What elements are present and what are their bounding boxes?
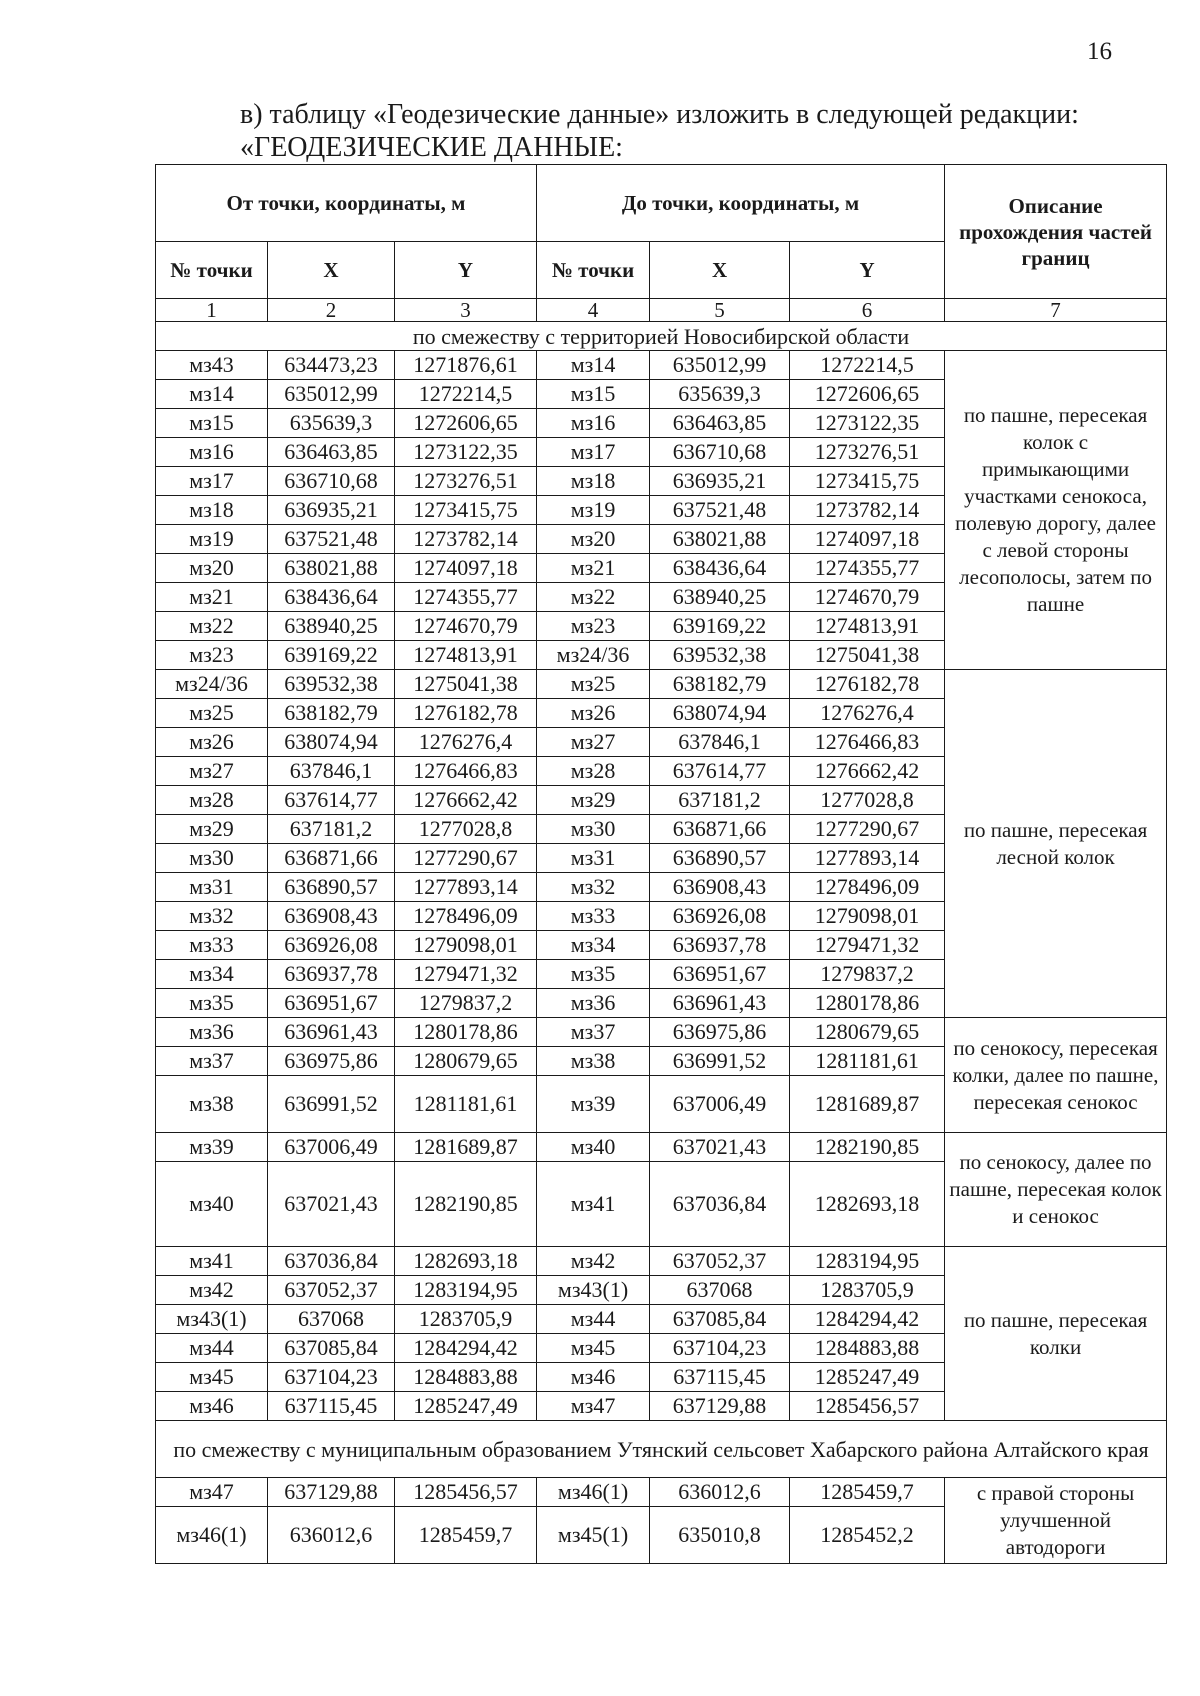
to-x: 635012,99 <box>650 351 790 380</box>
to-x: 636951,67 <box>650 960 790 989</box>
to-point-number: мз38 <box>537 1047 650 1076</box>
to-y: 1279837,2 <box>790 960 945 989</box>
from-x: 634473,23 <box>268 351 395 380</box>
to-y: 1280178,86 <box>790 989 945 1018</box>
to-y: 1282190,85 <box>790 1133 945 1162</box>
to-x: 637129,88 <box>650 1392 790 1421</box>
to-x: 638021,88 <box>650 525 790 554</box>
geodetic-data-table <box>155 164 1167 1564</box>
to-y: 1274813,91 <box>790 612 945 641</box>
to-point-number: мз16 <box>537 409 650 438</box>
to-y: 1277290,67 <box>790 815 945 844</box>
to-y: 1274355,77 <box>790 554 945 583</box>
to-point-number: мз45 <box>537 1334 650 1363</box>
boundary-description: по сенокосу, пересекая колки, далее по пашне, пересекая сенокос <box>945 1018 1167 1133</box>
column-number: 3 <box>395 299 537 322</box>
from-x: 636710,68 <box>268 467 395 496</box>
to-x: 636975,86 <box>650 1018 790 1047</box>
to-x: 637068 <box>650 1276 790 1305</box>
from-x: 639169,22 <box>268 641 395 670</box>
from-y: 1279098,01 <box>395 931 537 960</box>
to-x: 637021,43 <box>650 1133 790 1162</box>
from-y: 1285456,57 <box>395 1478 537 1507</box>
from-y: 1276276,4 <box>395 728 537 757</box>
to-x: 638940,25 <box>650 583 790 612</box>
from-y: 1277028,8 <box>395 815 537 844</box>
from-y: 1273415,75 <box>395 496 537 525</box>
column-number: 5 <box>650 299 790 322</box>
from-y: 1278496,09 <box>395 902 537 931</box>
to-x: 638182,79 <box>650 670 790 699</box>
column-number: 6 <box>790 299 945 322</box>
from-point-number: мз39 <box>156 1133 268 1162</box>
from-x: 635012,99 <box>268 380 395 409</box>
from-x: 636991,52 <box>268 1076 395 1133</box>
from-x: 636937,78 <box>268 960 395 989</box>
to-y: 1276662,42 <box>790 757 945 786</box>
to-y: 1274670,79 <box>790 583 945 612</box>
from-point-number: мз41 <box>156 1247 268 1276</box>
to-point-number: мз18 <box>537 467 650 496</box>
from-point-number: мз44 <box>156 1334 268 1363</box>
to-point-number: мз40 <box>537 1133 650 1162</box>
to-point-number: мз17 <box>537 438 650 467</box>
from-point-number: мз34 <box>156 960 268 989</box>
to-x: 636890,57 <box>650 844 790 873</box>
to-y: 1285456,57 <box>790 1392 945 1421</box>
to-point-number: мз29 <box>537 786 650 815</box>
to-y: 1278496,09 <box>790 873 945 902</box>
column-number: 1 <box>156 299 268 322</box>
from-point-number: мз18 <box>156 496 268 525</box>
to-x: 637846,1 <box>650 728 790 757</box>
from-point-number: мз43(1) <box>156 1305 268 1334</box>
to-point-number: мз31 <box>537 844 650 873</box>
from-x: 638021,88 <box>268 554 395 583</box>
from-point-number: мз47 <box>156 1478 268 1507</box>
from-x: 639532,38 <box>268 670 395 699</box>
to-point-number: мз42 <box>537 1247 650 1276</box>
to-x: 636926,08 <box>650 902 790 931</box>
from-y: 1282190,85 <box>395 1162 537 1247</box>
from-y: 1279837,2 <box>395 989 537 1018</box>
from-x: 635639,3 <box>268 409 395 438</box>
to-x: 636908,43 <box>650 873 790 902</box>
to-x: 636012,6 <box>650 1478 790 1507</box>
from-y: 1274097,18 <box>395 554 537 583</box>
from-x: 636871,66 <box>268 844 395 873</box>
table-row <box>156 1247 1167 1276</box>
to-point-number: мз19 <box>537 496 650 525</box>
to-x: 635639,3 <box>650 380 790 409</box>
to-y: 1275041,38 <box>790 641 945 670</box>
from-x: 636926,08 <box>268 931 395 960</box>
from-point-number: мз32 <box>156 902 268 931</box>
from-y: 1284294,42 <box>395 1334 537 1363</box>
boundary-description: с правой стороны улучшенной автодороги <box>945 1478 1167 1564</box>
from-point-number: мз22 <box>156 612 268 641</box>
from-point-number: мз19 <box>156 525 268 554</box>
from-y: 1280178,86 <box>395 1018 537 1047</box>
from-x: 637115,45 <box>268 1392 395 1421</box>
to-y: 1276182,78 <box>790 670 945 699</box>
header-from-x: X <box>268 242 395 299</box>
to-x: 639169,22 <box>650 612 790 641</box>
from-y: 1284883,88 <box>395 1363 537 1392</box>
from-point-number: мз25 <box>156 699 268 728</box>
boundary-description: по пашне, пересекая колок с примыкающими участками сенокоса, полевую дорогу, далее с левой стороны лесополосы, затем по пашне <box>945 351 1167 670</box>
from-y: 1276466,83 <box>395 757 537 786</box>
from-point-number: мз24/36 <box>156 670 268 699</box>
header-to-y: Y <box>790 242 945 299</box>
to-x: 637036,84 <box>650 1162 790 1247</box>
from-point-number: мз45 <box>156 1363 268 1392</box>
to-x: 637104,23 <box>650 1334 790 1363</box>
from-y: 1275041,38 <box>395 670 537 699</box>
from-y: 1280679,65 <box>395 1047 537 1076</box>
to-y: 1277028,8 <box>790 786 945 815</box>
to-y: 1281181,61 <box>790 1047 945 1076</box>
from-point-number: мз46(1) <box>156 1507 268 1564</box>
to-y: 1284883,88 <box>790 1334 945 1363</box>
from-x: 636012,6 <box>268 1507 395 1564</box>
to-x: 637006,49 <box>650 1076 790 1133</box>
from-y: 1273782,14 <box>395 525 537 554</box>
from-x: 636951,67 <box>268 989 395 1018</box>
to-point-number: мз44 <box>537 1305 650 1334</box>
from-y: 1276182,78 <box>395 699 537 728</box>
from-point-number: мз15 <box>156 409 268 438</box>
to-point-number: мз20 <box>537 525 650 554</box>
from-x: 636908,43 <box>268 902 395 931</box>
from-x: 638436,64 <box>268 583 395 612</box>
header-to-point: До точки, координаты, м <box>537 165 945 242</box>
to-x: 636937,78 <box>650 931 790 960</box>
to-point-number: мз35 <box>537 960 650 989</box>
from-y: 1274670,79 <box>395 612 537 641</box>
from-point-number: мз43 <box>156 351 268 380</box>
table-body <box>156 299 1167 1564</box>
to-point-number: мз41 <box>537 1162 650 1247</box>
boundary-description: по пашне, пересекая колки <box>945 1247 1167 1421</box>
table-row <box>156 1478 1167 1507</box>
to-y: 1273415,75 <box>790 467 945 496</box>
to-x: 639532,38 <box>650 641 790 670</box>
to-x: 637115,45 <box>650 1363 790 1392</box>
header-from-point: От точки, координаты, м <box>156 165 537 242</box>
to-x: 637521,48 <box>650 496 790 525</box>
from-y: 1274355,77 <box>395 583 537 612</box>
to-x: 636935,21 <box>650 467 790 496</box>
from-x: 638182,79 <box>268 699 395 728</box>
from-point-number: мз42 <box>156 1276 268 1305</box>
header-description: Описание прохождения частей границ <box>945 165 1167 299</box>
table-row <box>156 351 1167 380</box>
from-y: 1276662,42 <box>395 786 537 815</box>
to-point-number: мз28 <box>537 757 650 786</box>
from-x: 636961,43 <box>268 1018 395 1047</box>
from-y: 1272214,5 <box>395 380 537 409</box>
from-x: 636935,21 <box>268 496 395 525</box>
from-x: 637036,84 <box>268 1247 395 1276</box>
to-x: 638436,64 <box>650 554 790 583</box>
to-point-number: мз27 <box>537 728 650 757</box>
from-point-number: мз28 <box>156 786 268 815</box>
section-row <box>156 322 1167 351</box>
to-x: 638074,94 <box>650 699 790 728</box>
from-point-number: мз35 <box>156 989 268 1018</box>
from-x: 636975,86 <box>268 1047 395 1076</box>
to-point-number: мз26 <box>537 699 650 728</box>
to-point-number: мз34 <box>537 931 650 960</box>
from-y: 1285247,49 <box>395 1392 537 1421</box>
from-point-number: мз40 <box>156 1162 268 1247</box>
from-point-number: мз26 <box>156 728 268 757</box>
to-y: 1277893,14 <box>790 844 945 873</box>
from-y: 1277893,14 <box>395 873 537 902</box>
to-y: 1273122,35 <box>790 409 945 438</box>
header-from-number: № точки <box>156 242 268 299</box>
to-y: 1282693,18 <box>790 1162 945 1247</box>
header-to-number: № точки <box>537 242 650 299</box>
to-point-number: мз15 <box>537 380 650 409</box>
to-x: 635010,8 <box>650 1507 790 1564</box>
from-y: 1271876,61 <box>395 351 537 380</box>
to-y: 1272214,5 <box>790 351 945 380</box>
from-y: 1283705,9 <box>395 1305 537 1334</box>
to-point-number: мз43(1) <box>537 1276 650 1305</box>
from-point-number: мз17 <box>156 467 268 496</box>
table-row <box>156 1018 1167 1047</box>
to-point-number: мз37 <box>537 1018 650 1047</box>
table-row <box>156 670 1167 699</box>
from-y: 1272606,65 <box>395 409 537 438</box>
from-x: 636890,57 <box>268 873 395 902</box>
to-y: 1274097,18 <box>790 525 945 554</box>
column-number: 7 <box>945 299 1167 322</box>
header-from-y: Y <box>395 242 537 299</box>
from-point-number: мз31 <box>156 873 268 902</box>
to-point-number: мз14 <box>537 351 650 380</box>
from-point-number: мз46 <box>156 1392 268 1421</box>
to-y: 1279098,01 <box>790 902 945 931</box>
to-point-number: мз21 <box>537 554 650 583</box>
from-x: 638940,25 <box>268 612 395 641</box>
to-y: 1280679,65 <box>790 1018 945 1047</box>
to-point-number: мз22 <box>537 583 650 612</box>
from-x: 638074,94 <box>268 728 395 757</box>
from-point-number: мз20 <box>156 554 268 583</box>
to-y: 1283194,95 <box>790 1247 945 1276</box>
from-x: 636463,85 <box>268 438 395 467</box>
from-y: 1274813,91 <box>395 641 537 670</box>
to-point-number: мз30 <box>537 815 650 844</box>
amendment-intro: в) таблицу «Геодезические данные» изложить в следующей редакции: <box>240 99 1079 130</box>
to-point-number: мз23 <box>537 612 650 641</box>
boundary-description: по пашне, пересекая лесной колок <box>945 670 1167 1018</box>
to-x: 636961,43 <box>650 989 790 1018</box>
to-y: 1273782,14 <box>790 496 945 525</box>
from-point-number: мз30 <box>156 844 268 873</box>
boundary-description: по сенокосу, далее по пашне, пересекая колок и сенокос <box>945 1133 1167 1247</box>
to-point-number: мз32 <box>537 873 650 902</box>
from-point-number: мз21 <box>156 583 268 612</box>
to-point-number: мз45(1) <box>537 1507 650 1564</box>
from-y: 1277290,67 <box>395 844 537 873</box>
from-point-number: мз27 <box>156 757 268 786</box>
to-y: 1276466,83 <box>790 728 945 757</box>
to-point-number: мз47 <box>537 1392 650 1421</box>
to-x: 637085,84 <box>650 1305 790 1334</box>
from-x: 637521,48 <box>268 525 395 554</box>
to-x: 637181,2 <box>650 786 790 815</box>
from-y: 1282693,18 <box>395 1247 537 1276</box>
from-x: 637846,1 <box>268 757 395 786</box>
to-y: 1279471,32 <box>790 931 945 960</box>
from-point-number: мз37 <box>156 1047 268 1076</box>
from-y: 1285459,7 <box>395 1507 537 1564</box>
from-x: 637181,2 <box>268 815 395 844</box>
to-x: 636991,52 <box>650 1047 790 1076</box>
from-y: 1283194,95 <box>395 1276 537 1305</box>
to-point-number: мз33 <box>537 902 650 931</box>
from-y: 1281689,87 <box>395 1133 537 1162</box>
to-x: 636871,66 <box>650 815 790 844</box>
from-point-number: мз36 <box>156 1018 268 1047</box>
to-x: 637614,77 <box>650 757 790 786</box>
from-x: 637068 <box>268 1305 395 1334</box>
page-number: 16 <box>1087 38 1112 65</box>
from-x: 637614,77 <box>268 786 395 815</box>
to-y: 1285452,2 <box>790 1507 945 1564</box>
to-point-number: мз36 <box>537 989 650 1018</box>
from-y: 1281181,61 <box>395 1076 537 1133</box>
from-point-number: мз23 <box>156 641 268 670</box>
to-point-number: мз46(1) <box>537 1478 650 1507</box>
column-number: 4 <box>537 299 650 322</box>
header-to-x: X <box>650 242 790 299</box>
from-point-number: мз38 <box>156 1076 268 1133</box>
from-y: 1273276,51 <box>395 467 537 496</box>
from-x: 637021,43 <box>268 1162 395 1247</box>
section-heading: по смежеству с территорией Новосибирской области <box>156 322 1167 351</box>
section-row <box>156 1421 1167 1478</box>
to-y: 1272606,65 <box>790 380 945 409</box>
from-x: 637085,84 <box>268 1334 395 1363</box>
from-point-number: мз14 <box>156 380 268 409</box>
to-y: 1285247,49 <box>790 1363 945 1392</box>
to-x: 636463,85 <box>650 409 790 438</box>
to-y: 1281689,87 <box>790 1076 945 1133</box>
from-point-number: мз33 <box>156 931 268 960</box>
from-y: 1273122,35 <box>395 438 537 467</box>
from-x: 637052,37 <box>268 1276 395 1305</box>
to-y: 1284294,42 <box>790 1305 945 1334</box>
column-numbers-row <box>156 299 1167 322</box>
from-x: 637129,88 <box>268 1478 395 1507</box>
from-point-number: мз29 <box>156 815 268 844</box>
to-x: 637052,37 <box>650 1247 790 1276</box>
to-point-number: мз24/36 <box>537 641 650 670</box>
to-y: 1276276,4 <box>790 699 945 728</box>
to-point-number: мз46 <box>537 1363 650 1392</box>
from-point-number: мз16 <box>156 438 268 467</box>
section-heading: по смежеству с муниципальным образованием Утянский сельсовет Хабарского района Алтайского края <box>156 1421 1167 1478</box>
table-row <box>156 1133 1167 1162</box>
from-y: 1279471,32 <box>395 960 537 989</box>
to-y: 1283705,9 <box>790 1276 945 1305</box>
to-point-number: мз25 <box>537 670 650 699</box>
to-y: 1285459,7 <box>790 1478 945 1507</box>
to-point-number: мз39 <box>537 1076 650 1133</box>
table-title: «ГЕОДЕЗИЧЕСКИЕ ДАННЫЕ: <box>240 132 623 163</box>
from-x: 637006,49 <box>268 1133 395 1162</box>
from-x: 637104,23 <box>268 1363 395 1392</box>
column-number: 2 <box>268 299 395 322</box>
to-x: 636710,68 <box>650 438 790 467</box>
to-y: 1273276,51 <box>790 438 945 467</box>
